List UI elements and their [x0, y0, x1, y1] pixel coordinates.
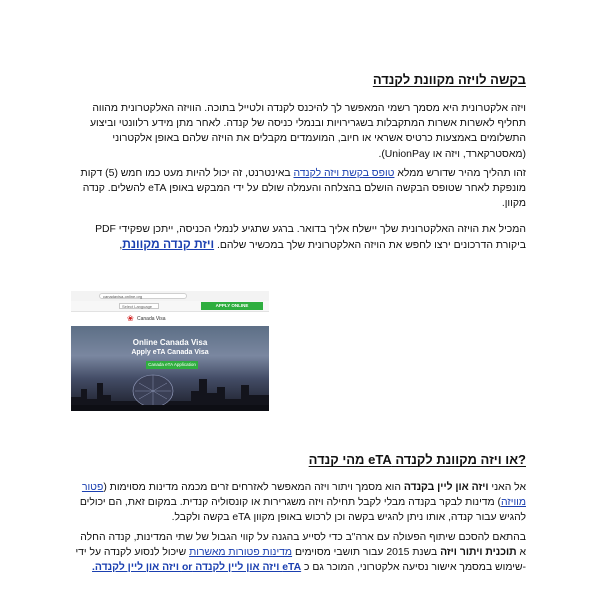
waiver-text-mid2: שיכול לנסוע לקנדה על ידי -שימוש במסמך אישור נסיעה אלקטרוני, המוכר גם כ [75, 547, 526, 574]
pdf-paragraph [71, 222, 526, 253]
canada-visa-online-link[interactable]: ויזת קנדה מקוונת [122, 237, 215, 252]
eta-text-end: ) מדינות לבקר בקנדה מבלי לקבל תחילה ויזה משגרירות או קונסוליה קנדית. במקום זאת, הם יכולים להגיש עבור קנדה, אותו ניתן להגיש בקשה וכן לרכוש באופן מקוון eTA בקשה ולקבל. [79, 497, 526, 524]
process-text-start: זהו תהליך מהיר שדורש ממלא [394, 168, 526, 179]
pdf-text-end: , [119, 240, 123, 252]
site-hero [71, 326, 269, 411]
eta-definition-paragraph [71, 480, 526, 526]
pdf-text: המכיל את הויזה האלקטרונית שלך יישלח אליך בדואר. ברגע שתגיע לנמלי הכניסה, ייתכן שפקידי PDF ביקורת הדרכונים ירצו לחפש את הויזה האלקטרונית שלך במכשיר שלהם. [95, 224, 526, 252]
waiver-text-start: בהתאם להסכם שיתוף הפעולה עם ארה"ב כדי לסייע בהגנה על קווי הגבול של שתי המדינות, קנדה החלה א [80, 532, 526, 559]
website-screenshot [71, 291, 269, 411]
hero-subtitle: Apply eTA Canada Visa [131, 349, 209, 356]
section-visa-application [71, 72, 526, 87]
maple-leaf-icon: ❀ [127, 314, 134, 323]
url-bar: canadavisa-online.org [99, 293, 187, 299]
eta-bold-term: ויזה און ליין בקנדה [403, 482, 489, 493]
site-logo-text: Canada Visa [137, 316, 166, 322]
language-select: Select Language [119, 303, 159, 309]
waiver-bold-term: תוכנית ויתור ויזה [440, 547, 517, 559]
apply-online-button: APPLY ONLINE [201, 302, 263, 310]
site-logo-row [71, 312, 269, 326]
intro-paragraph-text: ויזה אלקטרונית היא מסמך רשמי המאפשר לך להיכנס לקנדה ולטייל בתוכה. הוויזה האלקטרונית מהווה תחליף לאשרות אשרות המתקבלות בשגרירויות ובנמלי כניסה של קנדה. לאחר מתן מידע רלוונטי וביצוע התשלומים באמצעות כרטיס אשראי או חיוב, המועמדים מקבלים את הויזה שלהם באופן אלקטרוני (מאסטרקארד, ויזה או UnionPay). [90, 103, 526, 160]
waiver-text-mid: בשנת 2015 עבור תושבי מסוימים [292, 547, 441, 559]
process-text-end: באינטרנט, זה יכול להיות מעט כמו חמש (5) דקות מונפקת לאחר שטופס הבקשה הושלם בהצלחה והעמלה שולם על ידי המבקש באופן eTA להשלים. קנדה מקוון. [80, 168, 526, 210]
intro-paragraph-3 [71, 222, 526, 253]
city-skyline-image [71, 369, 269, 411]
eta-text-start: אל האני [488, 482, 526, 493]
visa-form-link[interactable]: טופס בקשת ויזה לקנדה [293, 168, 395, 179]
intro-paragraph-2 [71, 166, 526, 212]
visa-exempt-link[interactable]: פטור מוויזה [81, 482, 526, 509]
site-toolbar [71, 301, 269, 312]
eta-text-mid: הוא מסמך ויתור ויזה המאפשר לאזרחים זרים מכמה מדינות מסוימות ( [103, 482, 404, 493]
hero-application-button: Canada eTA Application [146, 361, 198, 369]
eta-paragraph-1 [71, 480, 526, 526]
section-what-is-eta [71, 452, 526, 467]
intro-paragraph-1 [71, 101, 526, 162]
window-controls [75, 294, 95, 298]
hero-title: Online Canada Visa [132, 338, 208, 347]
eta-paragraph-2 [71, 530, 526, 576]
section-heading-apply: בקשה לויזה מקוונת לקנדה [372, 72, 526, 87]
eta-online-link[interactable]: eTA ויזה און ליין לקנדה or ויזה און ליין לקנדה. [92, 562, 302, 574]
process-paragraph [71, 166, 526, 212]
exempt-countries-link[interactable]: מדינות פטורות מאשרות [189, 547, 293, 559]
section-heading-eta: ?או ויזה מקוונת לקנדה eTA מהי קנדה [308, 452, 526, 467]
waiver-paragraph [71, 530, 526, 576]
language-flags [191, 293, 265, 299]
